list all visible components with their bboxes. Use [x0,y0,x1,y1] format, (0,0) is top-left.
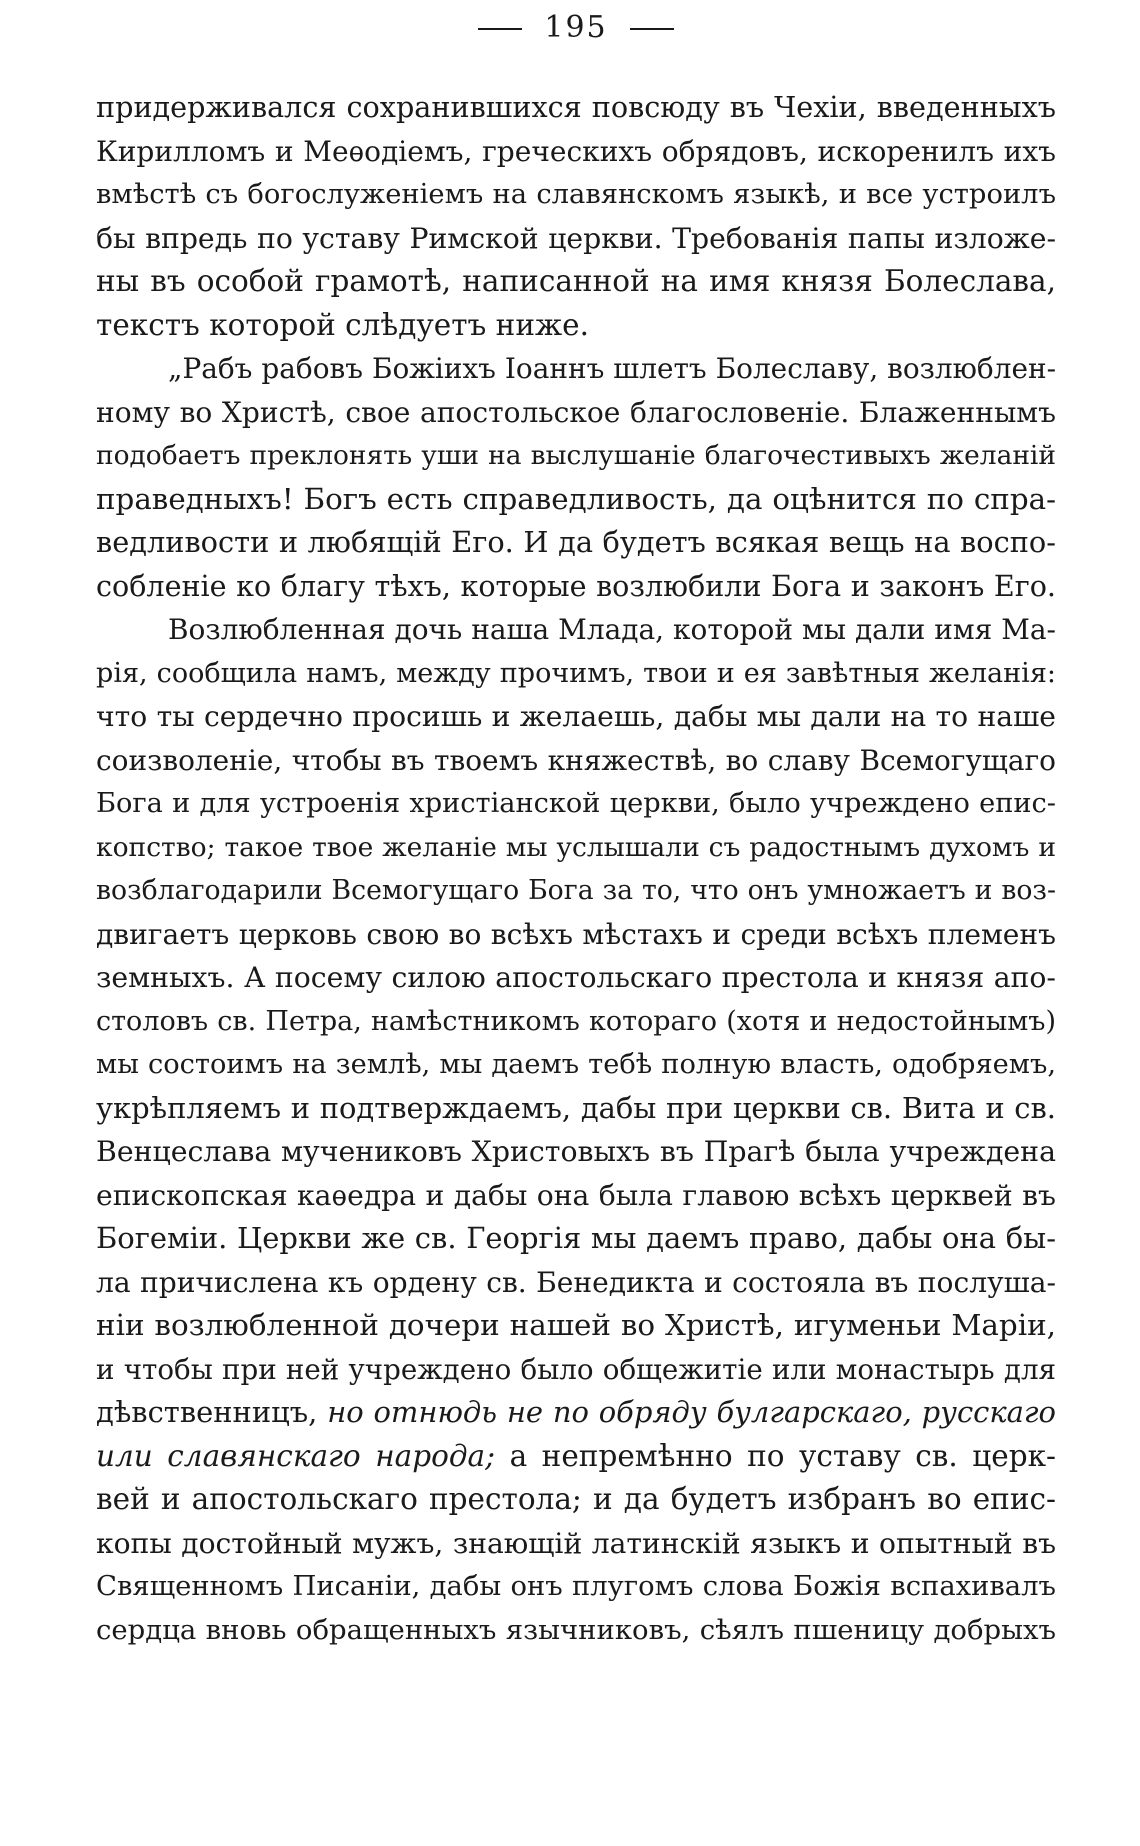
page-header [96,10,1056,45]
text-line: Бога и для устроенія христіанской церкви, было учреждено епис- [96,788,1056,819]
text-line: и чтобы при ней учреждено было общежитіе или монастырь для [96,1352,1056,1386]
text-line: собленіе ко благу тѣхъ, которые возлюбили Бога и законъ Его. [96,568,1056,603]
text-line: мы состоимъ на землѣ, мы даемъ тебѣ полную власть, одобряемъ, [96,1049,1056,1080]
text-line: ла причислена къ ордену св. Бенедикта и состояла въ послуша- [96,1265,1056,1299]
text-line: вмѣстѣ съ богослуженіемъ на славянскомъ языкѣ, и все устроилъ [96,179,1056,210]
text-line: двигаетъ церковь свою во всѣхъ мѣстахъ и среди всѣхъ племенъ [96,917,1056,951]
italic-run: но отнюдь не по обряду булгарскаго, русскаго [327,1395,1056,1429]
text-line: вей и апостольскаго престола; и да будетъ избранъ во епис- [96,1482,1056,1516]
body-text [96,86,1056,1652]
page-number: 195 [544,10,608,45]
text-line: укрѣпляемъ и подтверждаемъ, дабы при церкви св. Вита и св. [96,1090,1056,1125]
text-line-mixed [96,1435,1056,1479]
text-line: праведныхъ! Богъ есть справедливость, да оцѣнится по спра- [96,481,1056,516]
italic-run: или славянскаго народа; [96,1438,496,1473]
text-line: ведливости и любящій Его. И да будетъ всякая вещь на воспо- [96,525,1056,559]
text-line: копы достойный мужъ, знающій латинскій языкъ и опытный въ [96,1526,1056,1560]
text-line: Возлюбленная дочь наша Млада, которой мы дали имя Ма- [168,613,1056,646]
text-line: сердца вновь обращенныхъ язычниковъ, сѣялъ пшеницу добрыхъ [96,1613,1056,1646]
text-line: что ты сердечно просишь и желаешь, дабы мы дали на то наше [96,700,1056,733]
text-line: Священномъ Писаніи, дабы онъ плугомъ слова Божія вспахивалъ [96,1571,1056,1602]
text-line: подобаетъ преклонять уши на выслушаніе благочестивыхъ желаній [96,440,1056,471]
text-line: земныхъ. А посему силою апостольскаго престола и князя апо- [96,961,1056,994]
text-line: ніи возлюбленной дочери нашей во Христѣ, игуменьи Маріи, [96,1308,1056,1342]
text-line: Богеміи. Церкви же св. Георгія мы даемъ право, дабы она бы- [96,1221,1056,1255]
header-dash-right [630,28,674,30]
text-line: епископская каѳедра и дабы она была главою всѣхъ церквей въ [96,1178,1056,1212]
text-line: ному во Христѣ, свое апостольское благословеніе. Блаженнымъ [96,395,1056,429]
text-line: соизволеніе, чтобы въ твоемъ княжествѣ, во славу Всемогущаго [96,743,1056,777]
text-line: столовъ св. Петра, намѣстникомъ котораго (хотя и недостойнымъ) [96,1005,1056,1037]
text-line: „Рабъ рабовъ Божіихъ Іоаннъ шлетъ Болеславу, возлюблен- [168,352,1056,385]
text-line: Кирилломъ и Меѳодіемъ, греческихъ обрядовъ, искоренилъ ихъ [96,134,1056,168]
header-dash-left [478,28,522,30]
text-line: рія, сообщила намъ, между прочимъ, твои и ея завѣтныя желанія: [96,657,1056,689]
text-line: Венцеслава мучениковъ Христовыхъ въ Прагѣ была учреждена [96,1135,1056,1168]
text-line-mixed [96,1391,1056,1435]
text-run: а непремѣнно по уставу св. церк- [495,1438,1056,1473]
text-line: ны въ особой грамотѣ, написанной на имя князя Болеслава, [96,264,1056,298]
text-run: дѣвственницъ, [96,1395,328,1429]
text-line: возблагодарили Всемогущаго Бога за то, что онъ умножаетъ и воз- [96,875,1056,906]
text-line: бы впредь по уставу Римской церкви. Требованія папы изложе- [96,221,1056,255]
text-line: текстъ которой слѣдуетъ ниже. [96,307,589,342]
text-line: копство; такое твое желаніе мы услышали съ радостнымъ духомъ и [96,831,1056,863]
text-line: придерживался сохранившихся повсюду въ Чехіи, введенныхъ [96,90,1056,124]
